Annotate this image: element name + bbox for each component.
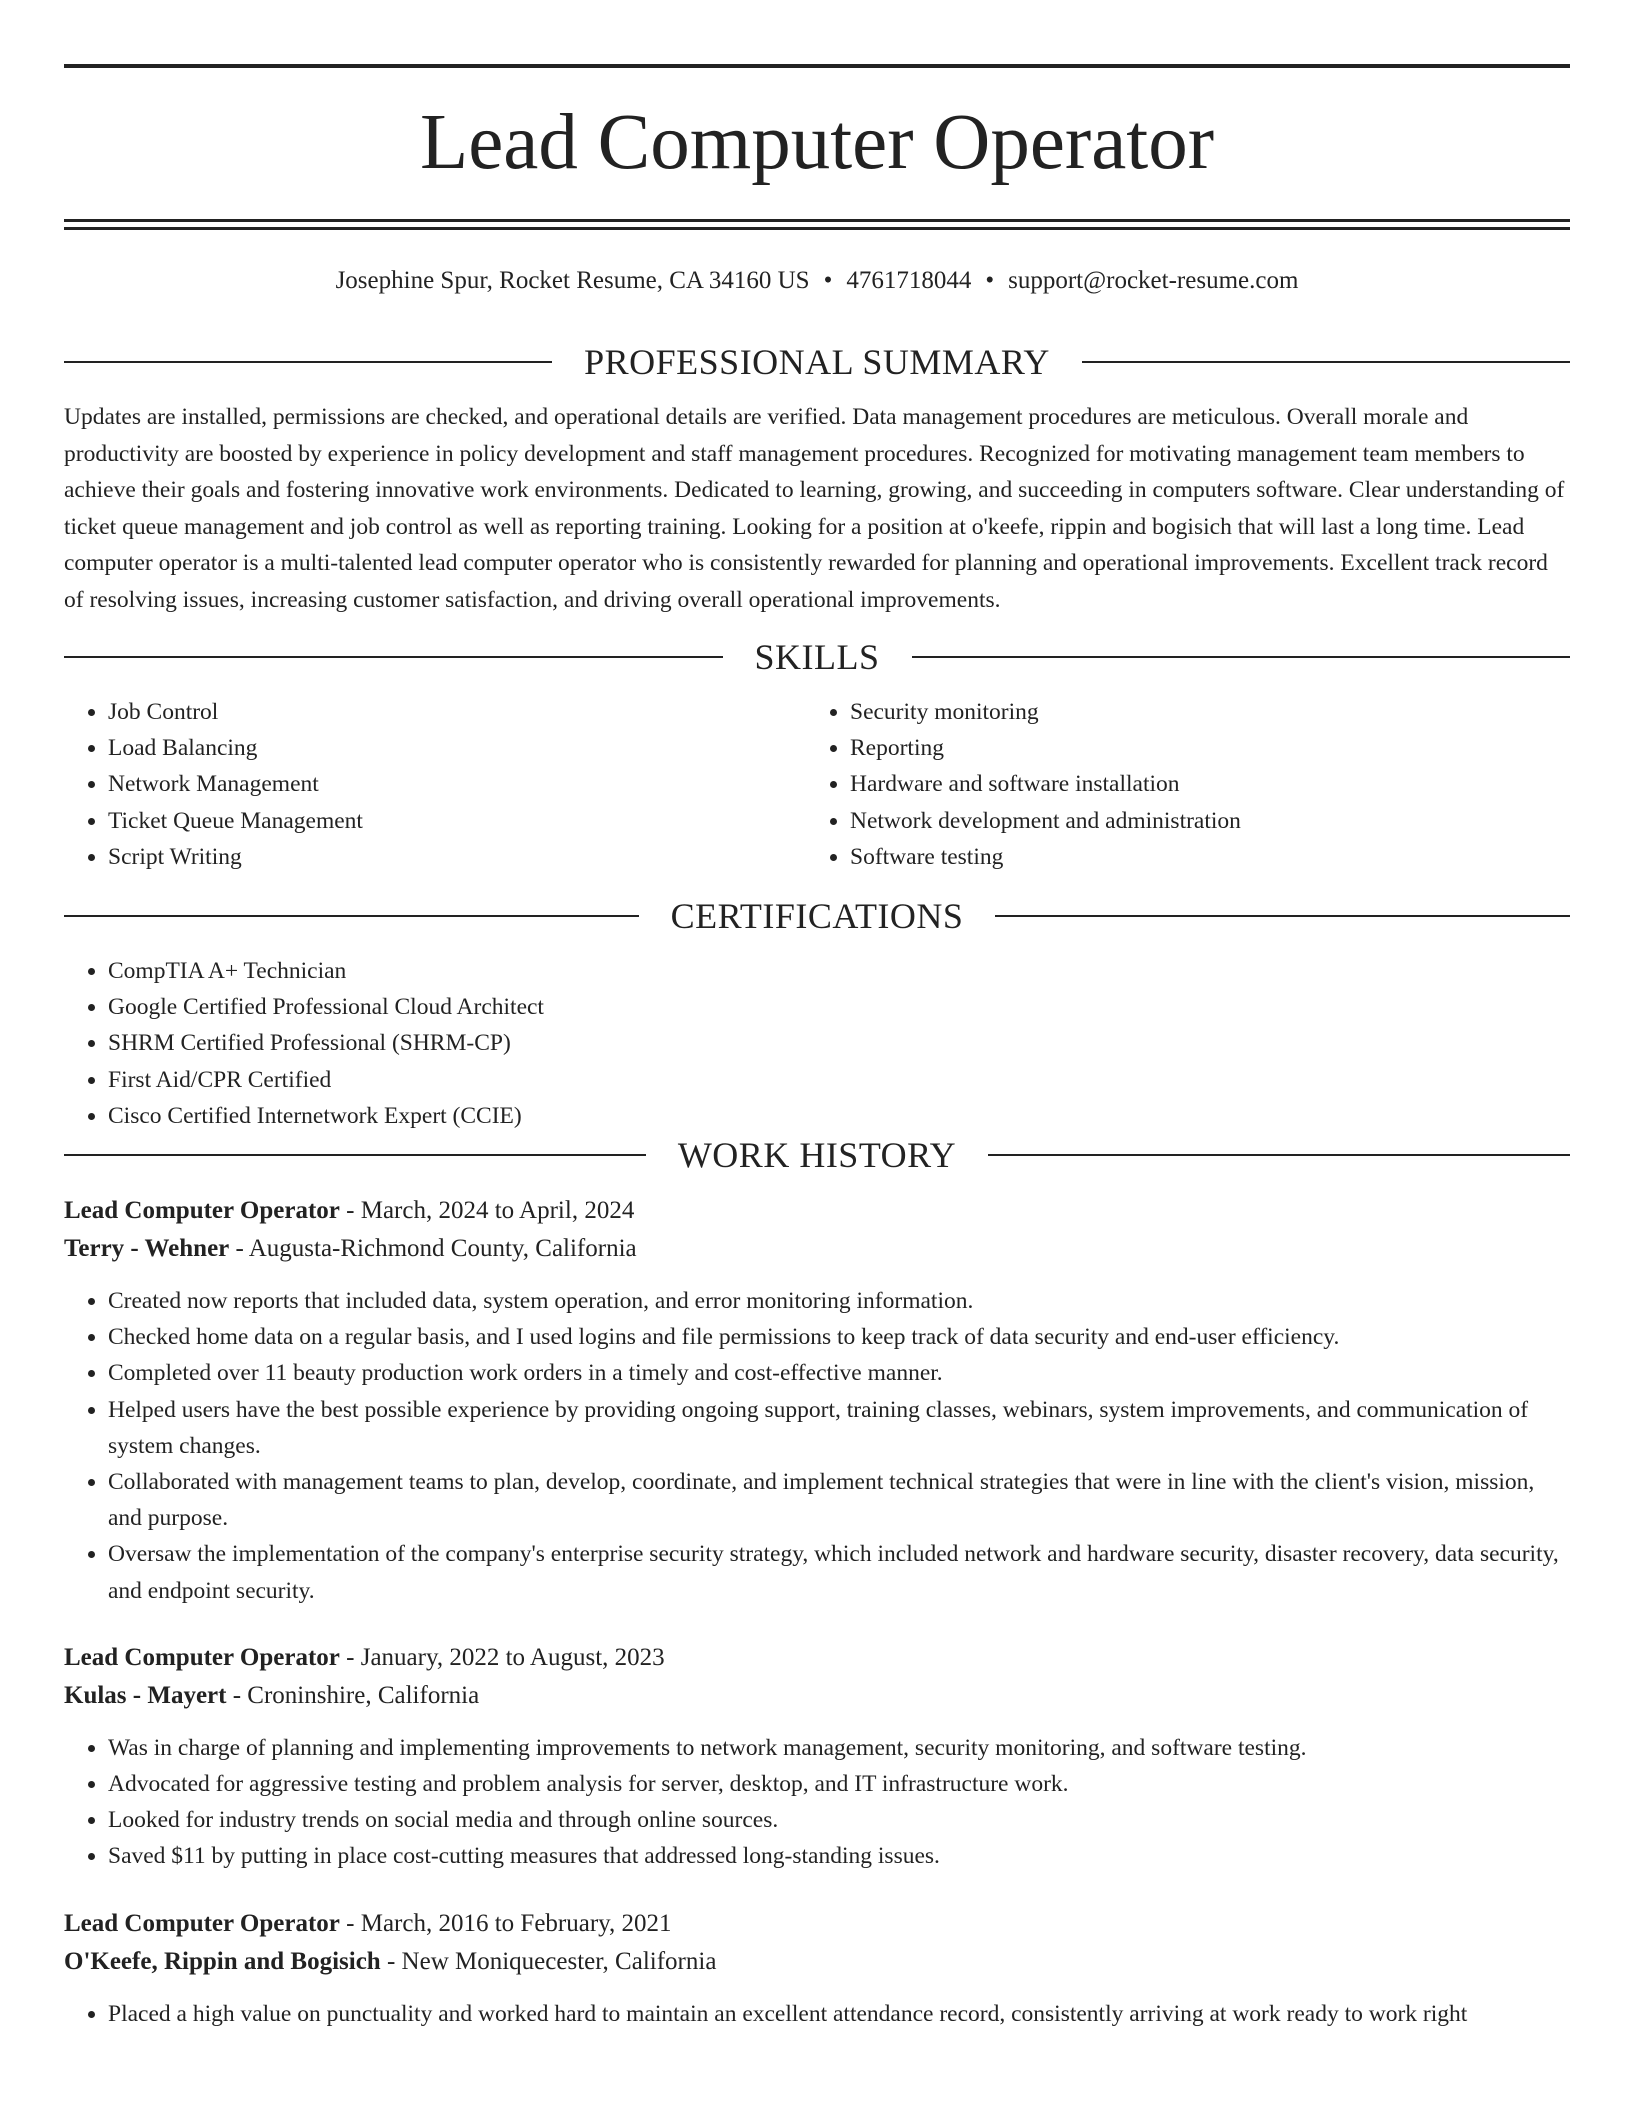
certification-item: • CompTIA A+ Technician (108, 953, 1570, 989)
skill-item: • Security monitoring (850, 694, 1548, 730)
divider-line (1082, 361, 1570, 363)
job-bullet: • Placed a high value on punctuality and worked hard to maintain an excellent attendance record, consistently arriving at work ready to work right (108, 1996, 1570, 2032)
resume-content (64, 64, 1570, 2062)
contact-separator: • (985, 267, 995, 294)
job-entry (64, 1905, 1570, 2032)
job-title: Lead Computer Operator (64, 1909, 340, 1937)
skills-column-left (64, 694, 806, 875)
certification-item: • Google Certified Professional Cloud Architect (108, 989, 1570, 1025)
job-dates: - March, 2016 to February, 2021 (339, 1909, 672, 1937)
skill-item: • Load Balancing (108, 730, 806, 766)
certification-item: • SHRM Certified Professional (SHRM-CP) (108, 1025, 1570, 1061)
divider-line (64, 656, 723, 658)
job-bullet: • Collaborated with management teams to plan, develop, coordinate, and implement technical strategies that were in line with the client's vision, mission, and purpose. (108, 1464, 1570, 1536)
job-bullet: • Created now reports that included data, system operation, and error monitoring information. (108, 1283, 1570, 1319)
skill-item: • Ticket Queue Management (108, 803, 806, 839)
job-location: - Croninshire, California (226, 1681, 480, 1709)
divider-line (64, 1154, 646, 1156)
title-double-rule (64, 219, 1570, 230)
job-company: O'Keefe, Rippin and Bogisich (64, 1947, 381, 1975)
job-title-line (64, 1639, 1570, 1677)
job-bullet: • Advocated for aggressive testing and problem analysis for server, desktop, and IT infrastructure work. (108, 1766, 1570, 1802)
certification-item: • Cisco Certified Internetwork Expert (CCIE) (108, 1098, 1570, 1134)
divider-line (64, 915, 639, 917)
certifications-list (64, 953, 1570, 1134)
job-bullets (64, 1283, 1570, 1609)
skill-item: • Script Writing (108, 839, 806, 875)
job-bullet: • Oversaw the implementation of the company's enterprise security strategy, which included network and hardware security, disaster recovery, data security, and endpoint security. (108, 1536, 1570, 1608)
job-title-line (64, 1192, 1570, 1230)
job-bullet: • Saved $11 by putting in place cost-cutting measures that addressed long-standing issues. (108, 1838, 1570, 1874)
job-dates: - March, 2024 to April, 2024 (339, 1197, 635, 1225)
contact-separator: • (823, 267, 833, 294)
skills-grid (64, 694, 1570, 875)
section-title: PROFESSIONAL SUMMARY (584, 342, 1050, 382)
resume-title: Lead Computer Operator (419, 99, 1215, 186)
job-entry (64, 1192, 1570, 1609)
skill-item: • Software testing (850, 839, 1548, 875)
job-bullet: • Was in charge of planning and implementing improvements to network management, security monitoring, and software testing. (108, 1730, 1570, 1766)
job-company-line (64, 1943, 1570, 1981)
job-bullet: • Looked for industry trends on social media and through online sources. (108, 1802, 1570, 1838)
job-bullet: • Helped users have the best possible experience by providing ongoing support, training classes, webinars, system improvements, and communication of system changes. (108, 1392, 1570, 1464)
job-bullet: • Checked home data on a regular basis, and I used logins and file permissions to keep track of data security and end-user efficiency. (108, 1319, 1570, 1355)
summary-section-heading (64, 341, 1570, 383)
certifications-section-heading (64, 895, 1570, 937)
contact-line (64, 267, 1570, 295)
job-bullet: • Completed over 11 beauty production work orders in a timely and cost-effective manner. (108, 1355, 1570, 1391)
divider-line (995, 915, 1570, 917)
skills-section-heading (64, 636, 1570, 678)
top-rule (64, 64, 1570, 68)
contact-phone: 4761718044 (846, 267, 972, 294)
job-bullets (64, 1996, 1570, 2032)
divider-line (64, 361, 552, 363)
contact-address: Josephine Spur, Rocket Resume, CA 34160 US (335, 267, 810, 294)
work-history-section-heading (64, 1134, 1570, 1176)
skill-item: • Job Control (108, 694, 806, 730)
section-title: SKILLS (754, 637, 880, 677)
job-location: - New Moniquecester, California (380, 1947, 717, 1975)
skills-list-left (64, 694, 806, 875)
job-dates: - January, 2022 to August, 2023 (339, 1643, 665, 1671)
skill-item: • Hardware and software installation (850, 766, 1548, 802)
skills-list-right (806, 694, 1548, 875)
job-title-line (64, 1905, 1570, 1943)
job-title: Lead Computer Operator (64, 1197, 340, 1225)
job-company-line (64, 1230, 1570, 1268)
section-title: WORK HISTORY (677, 1135, 957, 1176)
job-bullets (64, 1730, 1570, 1875)
skill-item: • Reporting (850, 730, 1548, 766)
job-location: - Augusta-Richmond County, California (229, 1235, 637, 1263)
skill-item: • Network Management (108, 766, 806, 802)
job-company: Kulas - Mayert (64, 1681, 227, 1709)
skill-item: • Network development and administration (850, 803, 1548, 839)
job-company: Terry - Wehner (64, 1235, 230, 1263)
divider-line (988, 1154, 1570, 1156)
contact-email: support@rocket-resume.com (1008, 267, 1299, 294)
skills-column-right (806, 694, 1548, 875)
job-title: Lead Computer Operator (64, 1643, 340, 1671)
job-entry (64, 1639, 1570, 1875)
section-title: CERTIFICATIONS (670, 896, 964, 937)
summary-paragraph: Updates are installed, permissions are checked, and operational details are verified. Data management procedures are meticulous. Overall morale and productivity are boosted by experience in policy development and staff management procedures. Recognized for motivating management team members to achieve their goals and fostering innovative work environments. Dedicated to learning, growing, and succeeding in computers software. Clear understanding of ticket queue management and job control as well as reporting training. Looking for a position at o'keefe, rippin and bogisich that will last a long time. Lead computer operator is a multi-talented lead computer operator who is consistently rewarded for planning and operational improvements. Excellent track record of resolving issues, increasing customer satisfaction, and driving overall operational improvements. (64, 404, 1565, 613)
divider-line (912, 656, 1571, 658)
certification-item: • First Aid/CPR Certified (108, 1062, 1570, 1098)
job-company-line (64, 1677, 1570, 1715)
